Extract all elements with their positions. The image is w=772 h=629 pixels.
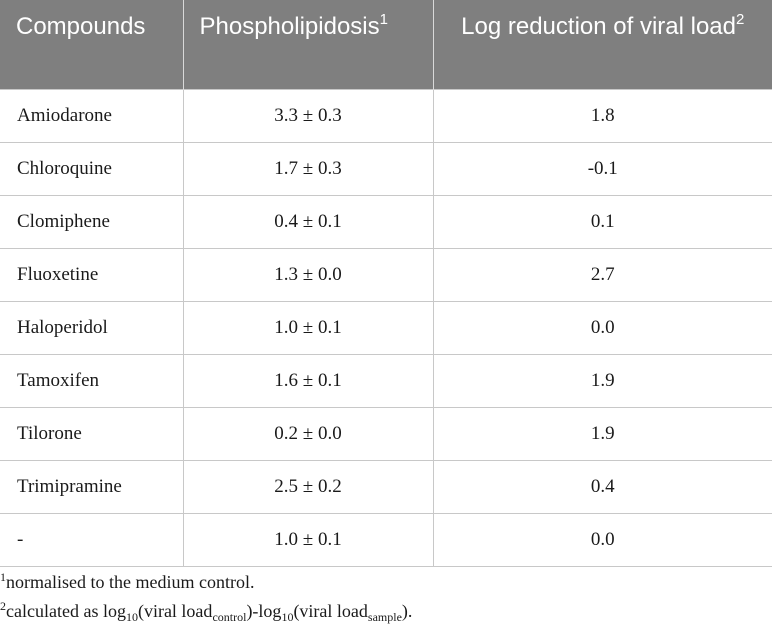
cell-log-reduction: 2.7	[433, 248, 772, 301]
footnote-2: $^2$calculated as $\log_{10}(viral$ $load_{control})-\log_{10}(viral$ load$_{sample}$).	[0, 599, 413, 624]
cell-compound: Chloroquine	[0, 142, 183, 195]
header-compounds: Compounds	[0, 0, 183, 89]
cell-compound: Fluoxetine	[0, 248, 183, 301]
table-row	[0, 195, 772, 248]
cell-phospholipidosis: 0.4 ± 0.1	[183, 195, 433, 248]
footnote-mark-2: 2	[736, 11, 745, 28]
cell-log-reduction: 0.0	[433, 513, 772, 566]
cell-phospholipidosis: 0.2 ± 0.0	[183, 407, 433, 460]
cell-log-reduction: 1.9	[433, 407, 772, 460]
cell-phospholipidosis: 2.5 ± 0.2	[183, 460, 433, 513]
table-row	[0, 142, 772, 195]
cell-phospholipidosis: 1.6 ± 0.1	[183, 354, 433, 407]
table-row	[0, 407, 772, 460]
cell-phospholipidosis: 1.3 ± 0.0	[183, 248, 433, 301]
table-row	[0, 248, 772, 301]
cell-compound: Amiodarone	[0, 89, 183, 142]
cell-log-reduction: 1.8	[433, 89, 772, 142]
header-phospholipidosis: Phospholipidosis$^1$	[183, 0, 433, 89]
cell-compound: Tilorone	[0, 407, 183, 460]
cell-compound: -	[0, 513, 183, 566]
header-log-reduction: Log reduction of viral load$^2$	[433, 0, 772, 89]
cell-log-reduction: -0.1	[433, 142, 772, 195]
table-row	[0, 89, 772, 142]
table-row	[0, 460, 772, 513]
table-row	[0, 513, 772, 566]
cell-phospholipidosis: 1.7 ± 0.3	[183, 142, 433, 195]
cell-log-reduction: 0.0	[433, 301, 772, 354]
cell-phospholipidosis: 1.0 ± 0.1	[183, 513, 433, 566]
cell-log-reduction: 1.9	[433, 354, 772, 407]
cell-phospholipidosis: 3.3 ± 0.3	[183, 89, 433, 142]
cell-log-reduction: 0.4	[433, 460, 772, 513]
cell-phospholipidosis: 1.0 ± 0.1	[183, 301, 433, 354]
table-row	[0, 354, 772, 407]
cell-compound: Trimipramine	[0, 460, 183, 513]
header-row	[0, 0, 772, 89]
table-row	[0, 301, 772, 354]
footnotes	[0, 568, 772, 626]
cell-compound: Tamoxifen	[0, 354, 183, 407]
cell-compound: Clomiphene	[0, 195, 183, 248]
footnote-mark-1: 1	[379, 11, 388, 28]
footnote-1: $^1$normalised to the medium control.	[0, 570, 255, 592]
cell-log-reduction: 0.1	[433, 195, 772, 248]
cell-compound: Haloperidol	[0, 301, 183, 354]
